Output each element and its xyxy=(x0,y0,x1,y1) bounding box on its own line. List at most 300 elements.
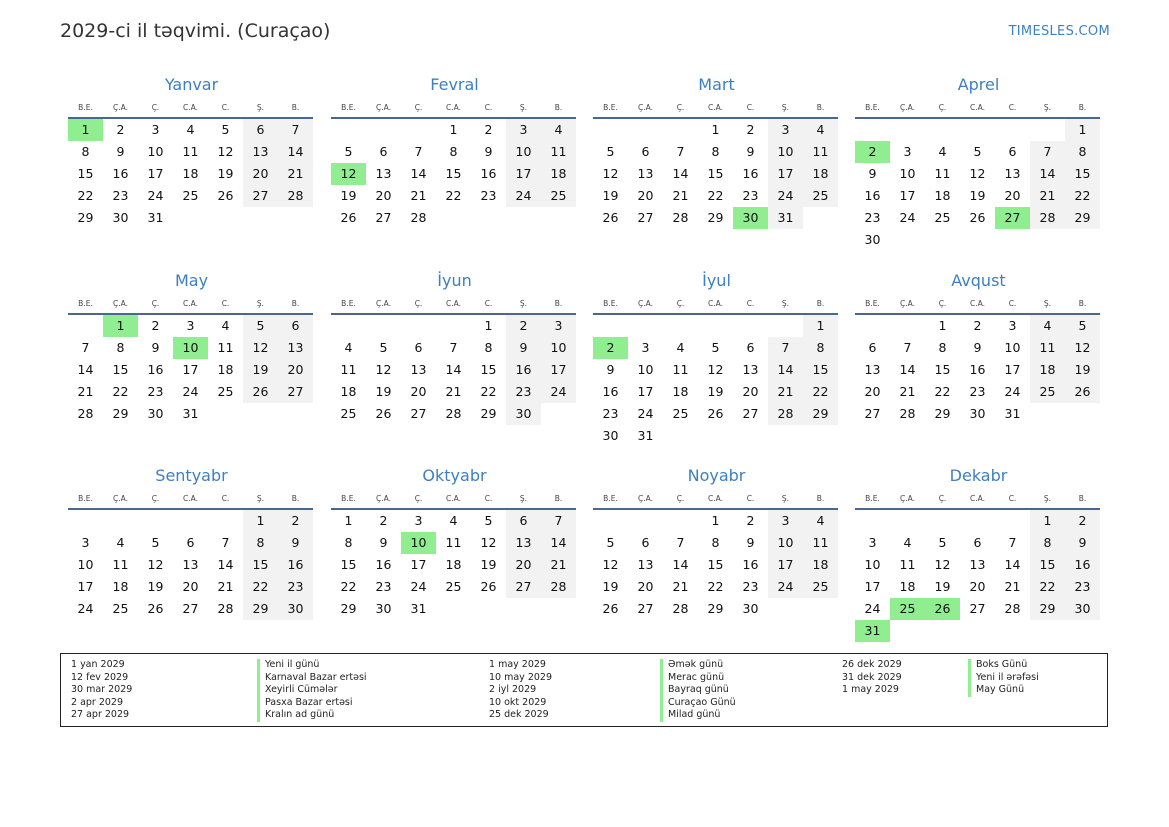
day-cell: 22 xyxy=(707,579,724,594)
day-cell: 31 xyxy=(637,428,654,443)
day-cell: 27 xyxy=(410,406,427,421)
weekday-label: C. xyxy=(746,103,755,112)
day-cell: 12 xyxy=(969,166,986,181)
weekday-label: Ş. xyxy=(1043,299,1052,308)
day-cell: 2 xyxy=(746,513,755,528)
weekday-label: C. xyxy=(1008,299,1017,308)
day-cell: 18 xyxy=(217,362,234,377)
day-cell: 4 xyxy=(803,510,838,532)
legend-holiday-name: Bayraq günü xyxy=(660,684,736,697)
legend-holiday-name: Yeni il günü xyxy=(257,659,367,672)
day-cell: 17 xyxy=(182,362,199,377)
legend-date: 1 may 2029 xyxy=(842,684,899,696)
day-cell: 18 xyxy=(1030,359,1065,381)
day-cell: 17 xyxy=(899,188,916,203)
day-cell: 2 xyxy=(1065,510,1100,532)
day-cell: 9 xyxy=(116,144,125,159)
day-cell: 3 xyxy=(186,318,195,333)
empty-cell xyxy=(628,510,663,532)
day-cell: 19 xyxy=(934,579,951,594)
empty-cell xyxy=(925,510,960,532)
weekday-header xyxy=(855,297,1102,311)
month-1 xyxy=(68,74,315,229)
day-cell: 29 xyxy=(803,403,838,425)
day-cell: 5 xyxy=(379,340,388,355)
weekday-label: Ç. xyxy=(938,299,947,308)
month-7 xyxy=(593,270,840,447)
day-cell: 12 xyxy=(602,557,619,572)
day-cell: 26 xyxy=(707,406,724,421)
day-cell: 3 xyxy=(151,122,160,137)
weekday-label: Ç.A. xyxy=(375,494,391,503)
day-cell: 27 xyxy=(637,210,654,225)
empty-cell xyxy=(628,315,663,337)
legend-holiday-name: Xeyirli Cümələr xyxy=(257,684,367,697)
day-cell: 14 xyxy=(672,557,689,572)
day-grid xyxy=(855,510,1102,642)
day-cell: 9 xyxy=(278,532,313,554)
empty-cell xyxy=(331,119,366,141)
day-cell: 3 xyxy=(81,535,90,550)
empty-cell xyxy=(593,510,628,532)
day-cell: 28 xyxy=(768,403,803,425)
day-cell: 14 xyxy=(768,359,803,381)
day-cell: 20 xyxy=(637,579,654,594)
day-grid xyxy=(331,510,578,620)
weekday-label: C.A. xyxy=(969,494,985,503)
day-cell: 31 xyxy=(182,406,199,421)
day-cell: 30 xyxy=(375,601,392,616)
day-cell: 21 xyxy=(1030,185,1065,207)
day-cell: 26 xyxy=(375,406,392,421)
day-cell: 24 xyxy=(768,185,803,207)
empty-cell xyxy=(401,315,436,337)
weekday-label: C. xyxy=(484,494,493,503)
day-cell: 9 xyxy=(746,535,755,550)
day-cell: 1 xyxy=(344,513,353,528)
month-name: May xyxy=(174,271,209,290)
empty-cell xyxy=(890,510,925,532)
day-cell: 10 xyxy=(899,166,916,181)
empty-cell xyxy=(103,510,138,532)
day-cell: 12 xyxy=(147,557,164,572)
day-grid xyxy=(593,510,840,620)
day-cell: 2 xyxy=(379,513,388,528)
day-cell: 7 xyxy=(903,340,912,355)
day-cell: 16 xyxy=(742,557,759,572)
empty-cell xyxy=(890,315,925,337)
day-cell: 16 xyxy=(969,362,986,377)
day-cell: 3 xyxy=(868,535,877,550)
weekday-label: B. xyxy=(1078,103,1087,112)
weekday-label: B.E. xyxy=(341,494,356,503)
empty-cell xyxy=(68,315,103,337)
day-cell: 2 xyxy=(484,122,493,137)
day-cell: 12 xyxy=(480,535,497,550)
day-cell: 4 xyxy=(676,340,685,355)
day-cell: 9 xyxy=(868,166,877,181)
day-cell: 24 xyxy=(864,601,881,616)
weekday-label: Ş. xyxy=(519,103,528,112)
weekday-label: Ç. xyxy=(414,103,423,112)
day-cell: 24 xyxy=(899,210,916,225)
legend-date: 30 mar 2029 xyxy=(71,684,133,696)
day-cell: 16 xyxy=(147,362,164,377)
day-cell: 15 xyxy=(480,362,497,377)
day-cell: 21 xyxy=(77,384,94,399)
day-cell: 13 xyxy=(969,557,986,572)
weekday-label: C.A. xyxy=(182,494,198,503)
empty-cell xyxy=(436,315,471,337)
weekday-label: Ç.A. xyxy=(637,299,653,308)
weekday-label: Ş. xyxy=(1043,494,1052,503)
weekday-label: Ç. xyxy=(938,103,947,112)
day-cell: 6 xyxy=(186,535,195,550)
month-11 xyxy=(593,465,840,620)
weekday-label: Ç.A. xyxy=(637,494,653,503)
day-cell: 15 xyxy=(112,362,129,377)
day-cell: 4 xyxy=(1030,315,1065,337)
holiday-day-cell: 12 xyxy=(331,163,366,185)
day-cell: 3 xyxy=(768,510,803,532)
empty-cell xyxy=(960,510,995,532)
weekday-header xyxy=(593,101,840,115)
day-cell: 20 xyxy=(375,188,392,203)
weekday-label: B. xyxy=(816,299,825,308)
day-cell: 17 xyxy=(147,166,164,181)
empty-cell xyxy=(628,119,663,141)
empty-cell xyxy=(768,315,803,337)
day-cell: 9 xyxy=(151,340,160,355)
day-cell: 16 xyxy=(506,359,541,381)
day-cell: 4 xyxy=(221,318,230,333)
day-cell: 22 xyxy=(1030,576,1065,598)
day-cell: 14 xyxy=(217,557,234,572)
day-grid xyxy=(68,510,315,620)
day-cell: 18 xyxy=(182,166,199,181)
day-cell: 14 xyxy=(1030,163,1065,185)
holiday-day-cell: 26 xyxy=(925,598,960,620)
day-cell: 5 xyxy=(973,144,982,159)
day-cell: 20 xyxy=(864,384,881,399)
legend-holiday-name: May Günü xyxy=(968,684,1039,697)
day-cell: 12 xyxy=(243,337,278,359)
weekday-label: B.E. xyxy=(603,494,618,503)
day-cell: 16 xyxy=(112,166,129,181)
day-cell: 7 xyxy=(676,144,685,159)
day-cell: 11 xyxy=(899,557,916,572)
month-9 xyxy=(68,465,315,620)
day-cell: 11 xyxy=(803,141,838,163)
day-cell: 20 xyxy=(243,163,278,185)
day-cell: 9 xyxy=(973,340,982,355)
legend-holiday-name: Karnaval Bazar ertəsi xyxy=(257,672,367,685)
site-link[interactable]: TIMESLES.COM xyxy=(1008,24,1110,39)
weekday-label: Ç. xyxy=(414,494,423,503)
day-cell: 17 xyxy=(768,163,803,185)
day-cell: 15 xyxy=(1065,163,1100,185)
day-cell: 17 xyxy=(864,579,881,594)
day-cell: 13 xyxy=(506,532,541,554)
day-cell: 16 xyxy=(375,557,392,572)
day-cell: 22 xyxy=(77,188,94,203)
weekday-label: B.E. xyxy=(78,494,93,503)
day-cell: 1 xyxy=(711,513,720,528)
day-cell: 25 xyxy=(803,576,838,598)
empty-cell xyxy=(698,315,733,337)
day-cell: 6 xyxy=(506,510,541,532)
day-cell: 23 xyxy=(742,579,759,594)
day-cell: 8 xyxy=(81,144,90,159)
day-cell: 14 xyxy=(541,532,576,554)
weekday-label: B. xyxy=(291,299,300,308)
weekday-label: Ş. xyxy=(256,103,265,112)
day-cell: 29 xyxy=(707,601,724,616)
day-cell: 5 xyxy=(151,535,160,550)
day-cell: 24 xyxy=(637,406,654,421)
day-cell: 11 xyxy=(445,535,462,550)
day-cell: 21 xyxy=(899,384,916,399)
weekday-label: C.A. xyxy=(182,103,198,112)
month-name: İyul xyxy=(702,271,731,290)
weekday-header xyxy=(593,297,840,311)
day-cell: 17 xyxy=(637,384,654,399)
weekday-label: Ç. xyxy=(151,494,160,503)
legend-date: 2 apr 2029 xyxy=(71,696,124,708)
legend-holiday-name: Merac günü xyxy=(660,672,736,685)
day-cell: 8 xyxy=(243,532,278,554)
empty-cell xyxy=(925,119,960,141)
day-cell: 21 xyxy=(541,554,576,576)
day-cell: 7 xyxy=(278,119,313,141)
day-cell: 13 xyxy=(637,166,654,181)
empty-cell xyxy=(960,119,995,141)
weekday-label: B. xyxy=(554,494,563,503)
empty-cell xyxy=(995,119,1030,141)
day-cell: 28 xyxy=(899,406,916,421)
legend-holiday-name: Milad günü xyxy=(660,709,736,722)
empty-cell xyxy=(173,510,208,532)
day-cell: 27 xyxy=(182,601,199,616)
weekday-label: Ç. xyxy=(676,299,685,308)
day-cell: 11 xyxy=(803,532,838,554)
weekday-header xyxy=(331,297,578,311)
day-cell: 19 xyxy=(480,557,497,572)
legend-holiday-name: Əmək günü xyxy=(660,659,736,672)
day-cell: 31 xyxy=(410,601,427,616)
day-cell: 15 xyxy=(707,166,724,181)
day-cell: 7 xyxy=(768,337,803,359)
weekday-label: C.A. xyxy=(707,299,723,308)
day-cell: 23 xyxy=(112,188,129,203)
day-cell: 2 xyxy=(973,318,982,333)
day-cell: 5 xyxy=(606,535,615,550)
day-cell: 8 xyxy=(344,535,353,550)
weekday-header xyxy=(68,297,315,311)
day-cell: 8 xyxy=(803,337,838,359)
weekday-label: Ç. xyxy=(414,299,423,308)
day-cell: 30 xyxy=(969,406,986,421)
day-grid xyxy=(68,119,315,229)
day-cell: 29 xyxy=(112,406,129,421)
day-cell: 7 xyxy=(221,535,230,550)
day-cell: 24 xyxy=(182,384,199,399)
day-cell: 23 xyxy=(480,188,497,203)
day-cell: 28 xyxy=(1004,601,1021,616)
legend-holiday-name: Boks Günü xyxy=(968,659,1039,672)
day-cell: 18 xyxy=(541,163,576,185)
day-cell: 12 xyxy=(707,362,724,377)
day-cell: 18 xyxy=(112,579,129,594)
weekday-label: Ç.A. xyxy=(375,299,391,308)
day-cell: 30 xyxy=(278,598,313,620)
day-cell: 5 xyxy=(606,144,615,159)
day-cell: 2 xyxy=(278,510,313,532)
day-cell: 25 xyxy=(803,185,838,207)
day-cell: 27 xyxy=(864,406,881,421)
day-cell: 3 xyxy=(414,513,423,528)
day-cell: 21 xyxy=(672,579,689,594)
day-cell: 30 xyxy=(1065,598,1100,620)
day-cell: 19 xyxy=(969,188,986,203)
day-cell: 2 xyxy=(151,318,160,333)
day-cell: 11 xyxy=(340,362,357,377)
weekday-label: Ç.A. xyxy=(637,103,653,112)
holiday-day-cell: 25 xyxy=(890,598,925,620)
day-cell: 28 xyxy=(77,406,94,421)
weekday-label: Ş. xyxy=(256,494,265,503)
day-cell: 20 xyxy=(1004,188,1021,203)
day-cell: 2 xyxy=(746,122,755,137)
legend-holiday-name: Yeni il ərəfəsi xyxy=(968,672,1039,685)
day-cell: 16 xyxy=(480,166,497,181)
day-cell: 13 xyxy=(182,557,199,572)
day-cell: 26 xyxy=(340,210,357,225)
day-cell: 26 xyxy=(217,188,234,203)
day-cell: 22 xyxy=(243,576,278,598)
empty-cell xyxy=(855,315,890,337)
legend-date: 1 yan 2029 xyxy=(71,659,125,670)
empty-cell xyxy=(995,510,1030,532)
weekday-label: Ç. xyxy=(151,103,160,112)
day-cell: 7 xyxy=(1030,141,1065,163)
day-cell: 4 xyxy=(344,340,353,355)
day-cell: 31 xyxy=(147,210,164,225)
day-cell: 21 xyxy=(672,188,689,203)
day-cell: 8 xyxy=(711,144,720,159)
day-cell: 23 xyxy=(278,576,313,598)
weekday-label: Ç. xyxy=(938,494,947,503)
day-cell: 22 xyxy=(445,188,462,203)
weekday-label: C. xyxy=(221,299,230,308)
day-cell: 6 xyxy=(414,340,423,355)
empty-cell xyxy=(890,119,925,141)
day-cell: 28 xyxy=(541,576,576,598)
day-cell: 18 xyxy=(672,384,689,399)
day-cell: 20 xyxy=(742,384,759,399)
day-cell: 27 xyxy=(742,406,759,421)
day-cell: 7 xyxy=(449,340,458,355)
month-name: Noyabr xyxy=(687,466,746,485)
day-cell: 17 xyxy=(410,557,427,572)
month-name: Dekabr xyxy=(949,466,1008,485)
holiday-day-cell: 10 xyxy=(401,532,436,554)
month-8 xyxy=(855,270,1102,425)
day-cell: 23 xyxy=(147,384,164,399)
day-cell: 14 xyxy=(445,362,462,377)
day-cell: 22 xyxy=(707,188,724,203)
day-cell: 30 xyxy=(602,428,619,443)
holiday-day-cell: 2 xyxy=(855,141,890,163)
day-cell: 23 xyxy=(742,188,759,203)
day-cell: 27 xyxy=(278,381,313,403)
weekday-header xyxy=(68,101,315,115)
weekday-label: B.E. xyxy=(865,103,880,112)
day-cell: 21 xyxy=(217,579,234,594)
holiday-day-cell: 27 xyxy=(995,207,1030,229)
day-cell: 24 xyxy=(1004,384,1021,399)
day-cell: 8 xyxy=(449,144,458,159)
legend-holiday-name: Kralın ad günü xyxy=(257,709,367,722)
month-6 xyxy=(331,270,578,425)
day-cell: 18 xyxy=(803,554,838,576)
day-cell: 23 xyxy=(506,381,541,403)
day-cell: 30 xyxy=(742,601,759,616)
day-cell: 6 xyxy=(243,119,278,141)
legend-date: 27 apr 2029 xyxy=(71,709,130,721)
weekday-label: Ç.A. xyxy=(899,299,915,308)
day-cell: 14 xyxy=(278,141,313,163)
weekday-label: C. xyxy=(484,299,493,308)
day-cell: 15 xyxy=(934,362,951,377)
weekday-label: Ç.A. xyxy=(899,103,915,112)
day-cell: 4 xyxy=(903,535,912,550)
weekday-label: B. xyxy=(816,103,825,112)
legend-date: 1 may 2029 xyxy=(489,659,546,670)
weekday-label: B.E. xyxy=(341,299,356,308)
legend-date: 31 dek 2029 xyxy=(842,671,902,683)
day-cell: 12 xyxy=(1065,337,1100,359)
weekday-label: C.A. xyxy=(969,103,985,112)
day-cell: 7 xyxy=(414,144,423,159)
day-cell: 4 xyxy=(803,119,838,141)
weekday-label: Ç. xyxy=(676,494,685,503)
weekday-label: B. xyxy=(1078,299,1087,308)
legend-date: 10 may 2029 xyxy=(489,671,553,683)
empty-cell xyxy=(733,315,768,337)
day-cell: 14 xyxy=(77,362,94,377)
empty-cell xyxy=(593,315,628,337)
weekday-label: C.A. xyxy=(969,299,985,308)
month-4 xyxy=(855,74,1102,251)
weekday-header xyxy=(331,101,578,115)
day-cell: 6 xyxy=(1008,144,1017,159)
day-cell: 6 xyxy=(973,535,982,550)
weekday-label: C. xyxy=(221,494,230,503)
day-cell: 18 xyxy=(340,384,357,399)
day-cell: 6 xyxy=(641,535,650,550)
day-cell: 21 xyxy=(1004,579,1021,594)
day-cell: 5 xyxy=(1065,315,1100,337)
day-cell: 23 xyxy=(1065,576,1100,598)
day-cell: 16 xyxy=(602,384,619,399)
empty-cell xyxy=(138,510,173,532)
weekday-label: C.A. xyxy=(182,299,198,308)
weekday-label: C.A. xyxy=(445,494,461,503)
weekday-label: C. xyxy=(221,103,230,112)
weekday-label: B.E. xyxy=(341,103,356,112)
month-name: İyun xyxy=(437,271,472,290)
